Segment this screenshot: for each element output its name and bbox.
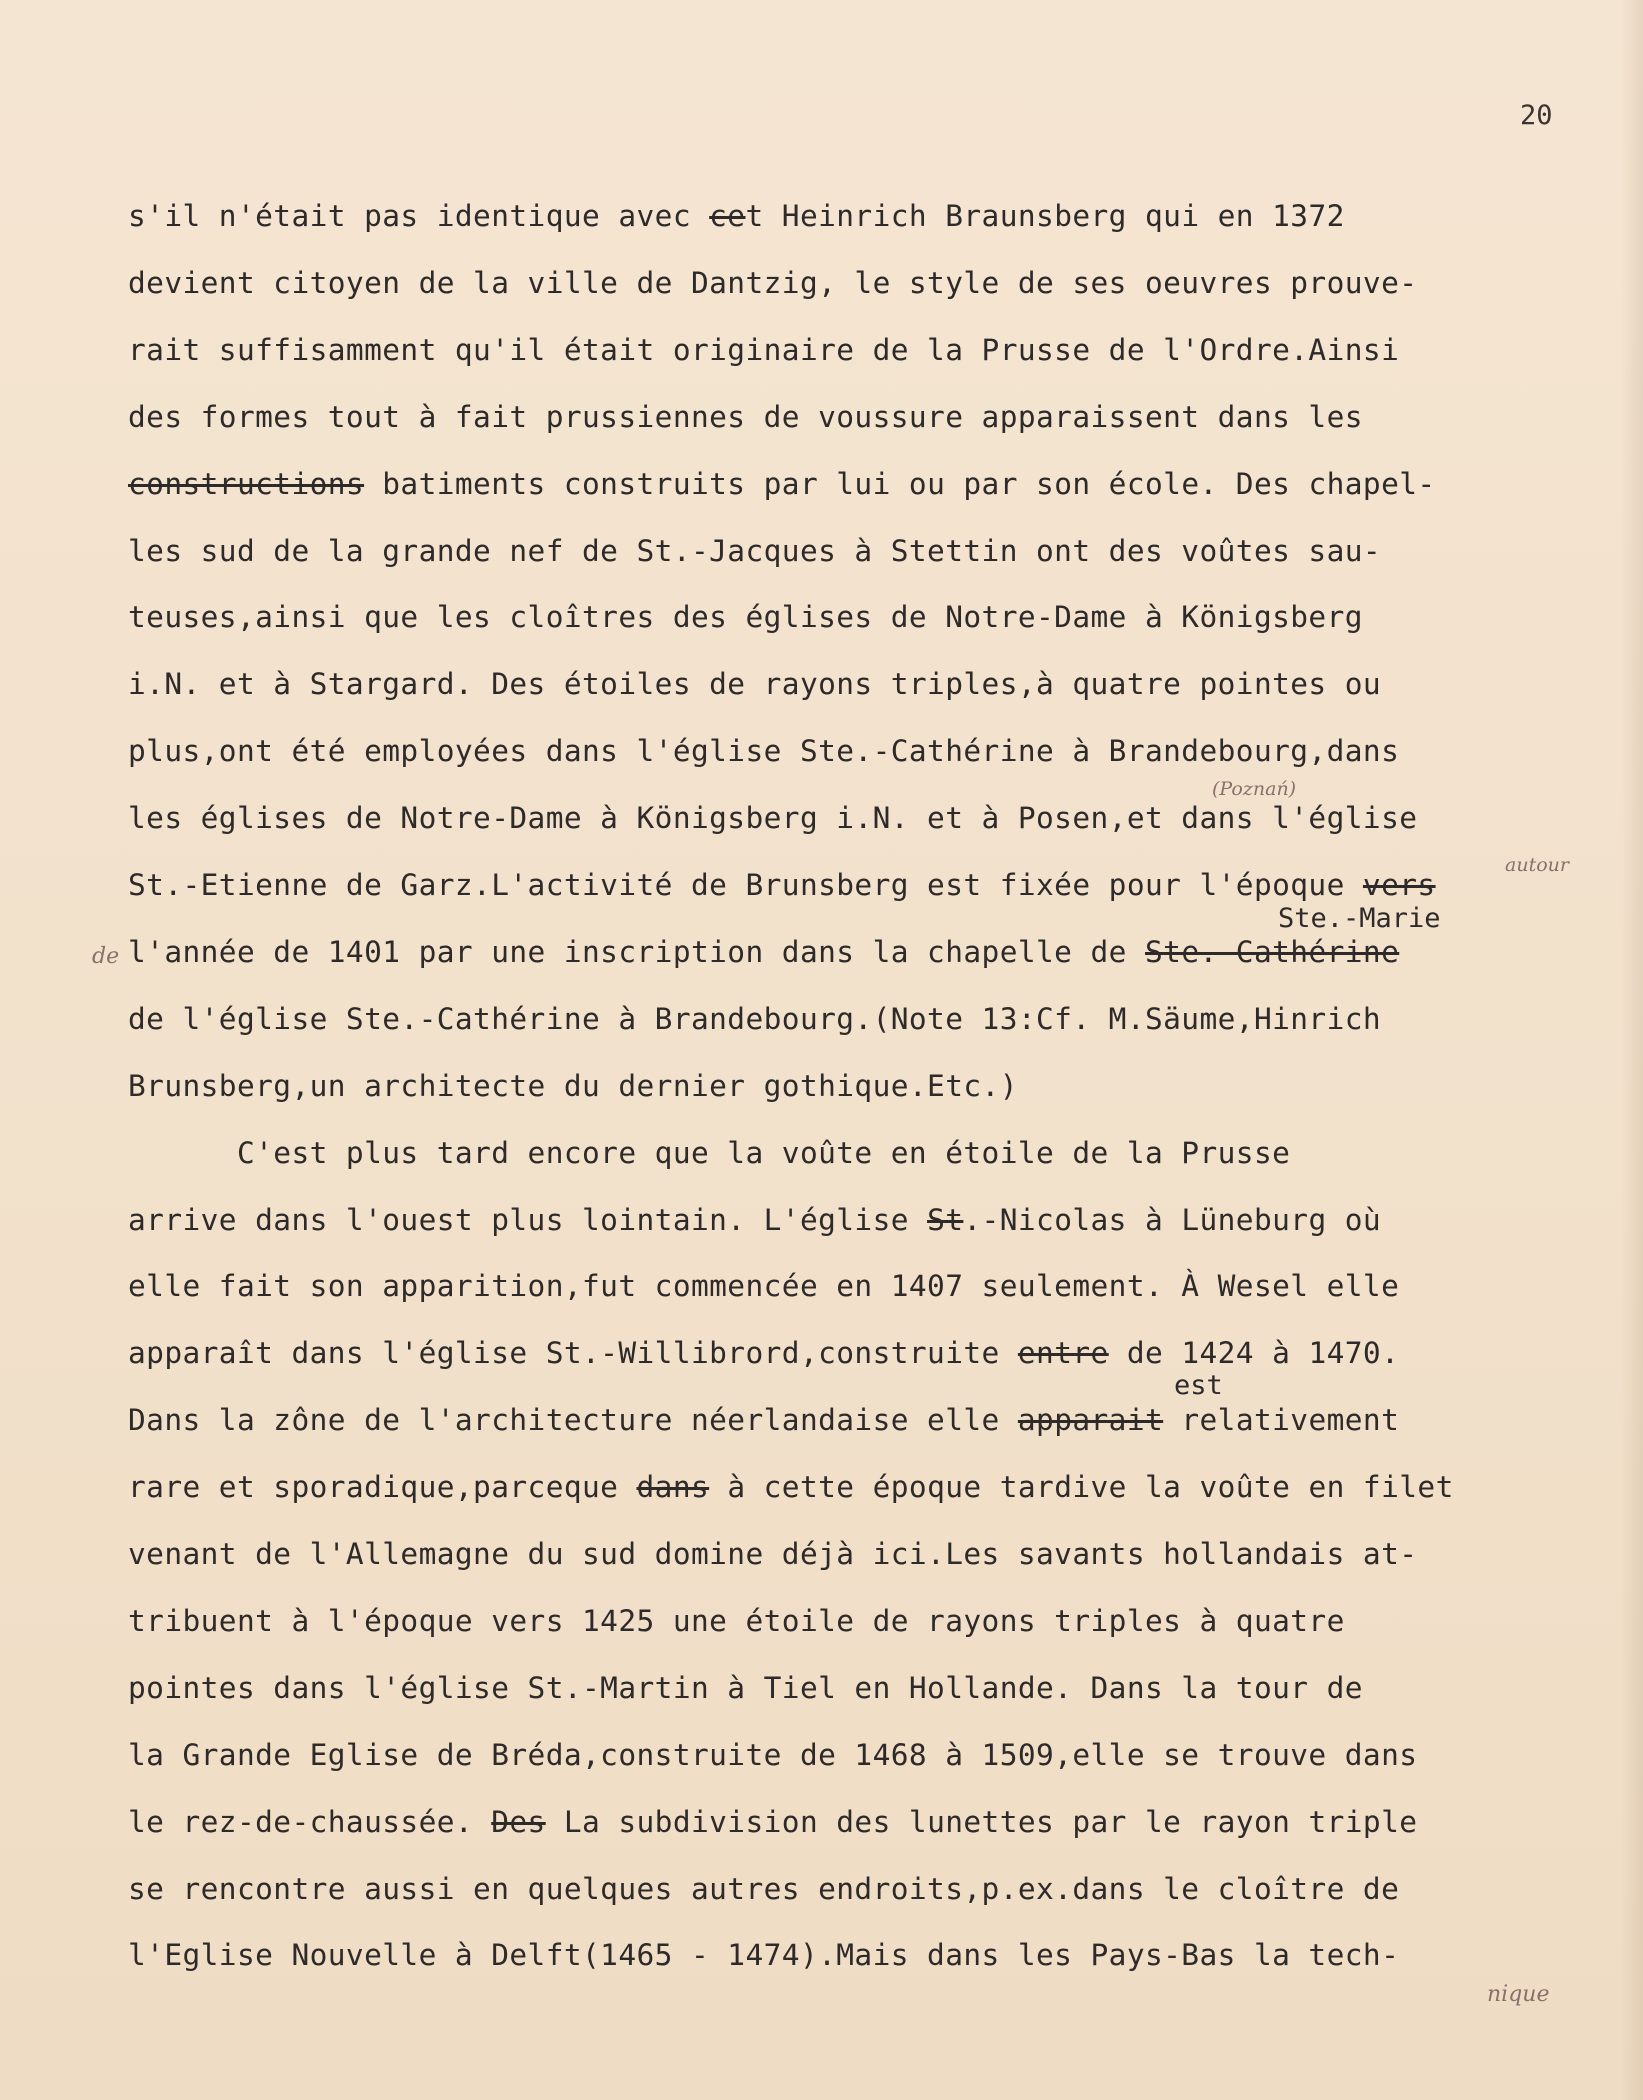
text-line	[128, 1135, 1290, 1171]
text-line	[128, 733, 1399, 769]
struck-out-word: apparait	[1017, 1403, 1164, 1438]
text-segment: i.N. et à Stargard. Des étoiles de rayons triples,à quatre pointes ou	[128, 667, 1382, 702]
text-segment: elle fait son apparition,fut commencée en 1407 seulement. À Wesel elle	[128, 1269, 1400, 1304]
text-line	[128, 934, 1399, 970]
struck-out-word: Des	[491, 1804, 546, 1839]
text-line	[128, 1937, 1399, 1973]
text-line	[128, 867, 1436, 903]
text-segment: l'Eglise Nouvelle à Delft(1465 - 1474).Mais dans les Pays-Bas la tech-	[128, 1938, 1400, 1973]
text-segment: batiments construits par lui ou par son école. Des chapel-	[364, 466, 1436, 501]
text-line	[128, 1001, 1381, 1037]
text-segment: Brunsberg,un architecte du dernier gothique.Etc.)	[128, 1068, 1018, 1103]
text-line	[128, 1804, 1417, 1840]
text-segment: t Heinrich Braunsberg qui en 1372	[745, 199, 1345, 233]
struck-out-word: constructions	[128, 466, 365, 501]
text-segment: St.-Etienne de Garz.L'activité de Brunsberg est fixée pour l'époque	[128, 868, 1363, 902]
text-line	[128, 599, 1363, 635]
text-line	[128, 533, 1381, 569]
text-line	[128, 1068, 1018, 1104]
text-line	[128, 332, 1399, 368]
text-line	[128, 666, 1381, 702]
text-segment: à cette époque tardive la voûte en filet	[709, 1470, 1454, 1505]
handwritten-posnan: (Poznań)	[1212, 778, 1297, 800]
text-segment: des formes tout à fait prussiennes de voussure apparaissent dans les	[128, 399, 1363, 434]
text-segment: relativement	[1163, 1403, 1400, 1438]
text-segment: apparaît dans l'église St.-Willibrord,construite	[128, 1336, 1018, 1371]
text-line	[128, 466, 1436, 502]
handwritten-nique: nique	[1487, 1982, 1550, 2007]
text-line	[128, 1603, 1345, 1639]
handwritten-autour: autour	[1505, 854, 1569, 876]
struck-out-word: ce	[709, 199, 746, 233]
text-segment: le rez-de-chaussée.	[128, 1804, 492, 1839]
text-line	[128, 1268, 1399, 1304]
text-segment: arrive dans l'ouest plus lointain. L'église	[128, 1202, 928, 1237]
text-line	[128, 1670, 1363, 1706]
text-segment: .-Nicolas à Lüneburg où	[963, 1202, 1382, 1237]
text-segment: Dans la zône de l'architecture néerlandaise elle	[128, 1403, 1018, 1438]
text-line	[128, 198, 1345, 234]
text-segment: les églises de Notre-Dame à Königsberg i.N. et à Posen,et dans l'église	[128, 801, 1418, 836]
text-line	[128, 265, 1417, 301]
text-line	[128, 1871, 1399, 1907]
text-segment: devient citoyen de la ville de Dantzig, le style de ses oeuvres prouve-	[128, 265, 1418, 300]
text-segment: tribuent à l'époque vers 1425 une étoile de rayons triples à quatre	[128, 1603, 1345, 1638]
text-line	[128, 1202, 1381, 1238]
text-segment: C'est plus tard encore que la voûte en étoile de la Prusse	[128, 1135, 1291, 1170]
text-line	[128, 1536, 1417, 1572]
text-line	[128, 1335, 1399, 1371]
insert-ste-marie: Ste.-Marie	[1278, 903, 1441, 934]
text-segment: rare et sporadique,parceque	[128, 1470, 637, 1505]
handwritten-margin-de: de	[92, 944, 120, 969]
text-line	[128, 1737, 1417, 1773]
page-number: 20	[1520, 100, 1553, 131]
text-segment: s'il n'était pas identique avec	[128, 199, 710, 233]
struck-out-word: dans	[636, 1470, 710, 1505]
text-segment: se rencontre aussi en quelques autres endroits,p.ex.dans le cloître de	[128, 1871, 1400, 1906]
text-segment: rait suffisamment qu'il était originaire de la Prusse de l'Ordre.Ainsi	[128, 332, 1400, 367]
text-segment: teuses,ainsi que les cloîtres des églises de Notre-Dame à Königsberg	[128, 600, 1363, 635]
text-segment: l'année de 1401 par une inscription dans la chapelle de	[128, 934, 1145, 969]
text-segment: pointes dans l'église St.-Martin à Tiel en Hollande. Dans la tour de	[128, 1670, 1363, 1705]
paper-edge-shadow	[1621, 0, 1643, 2100]
insert-est: est	[1174, 1370, 1223, 1401]
text-segment: de 1424 à 1470.	[1108, 1336, 1400, 1371]
text-line	[128, 1469, 1454, 1505]
text-line	[128, 399, 1363, 435]
text-segment: venant de l'Allemagne du sud domine déjà ici.Les savants hollandais at-	[128, 1537, 1418, 1571]
text-line	[128, 1402, 1399, 1438]
text-line	[128, 800, 1417, 836]
struck-out-word: vers	[1362, 868, 1436, 902]
struck-out-word: St	[927, 1202, 964, 1237]
text-segment: de l'église Ste.-Cathérine à Brandebourg.(Note 13:Cf. M.Säume,Hinrich	[128, 1001, 1382, 1036]
struck-out-word: Ste.-Cathérine	[1145, 934, 1400, 969]
text-segment: les sud de la grande nef de St.-Jacques à Stettin ont des voûtes sau-	[128, 533, 1382, 568]
text-segment: plus,ont été employées dans l'église Ste.-Cathérine à Brandebourg,dans	[128, 734, 1400, 769]
text-segment: la Grande Eglise de Bréda,construite de 1468 à 1509,elle se trouve dans	[128, 1737, 1418, 1772]
struck-out-word: entre	[1017, 1336, 1109, 1371]
text-segment: La subdivision des lunettes par le rayon triple	[545, 1804, 1418, 1839]
